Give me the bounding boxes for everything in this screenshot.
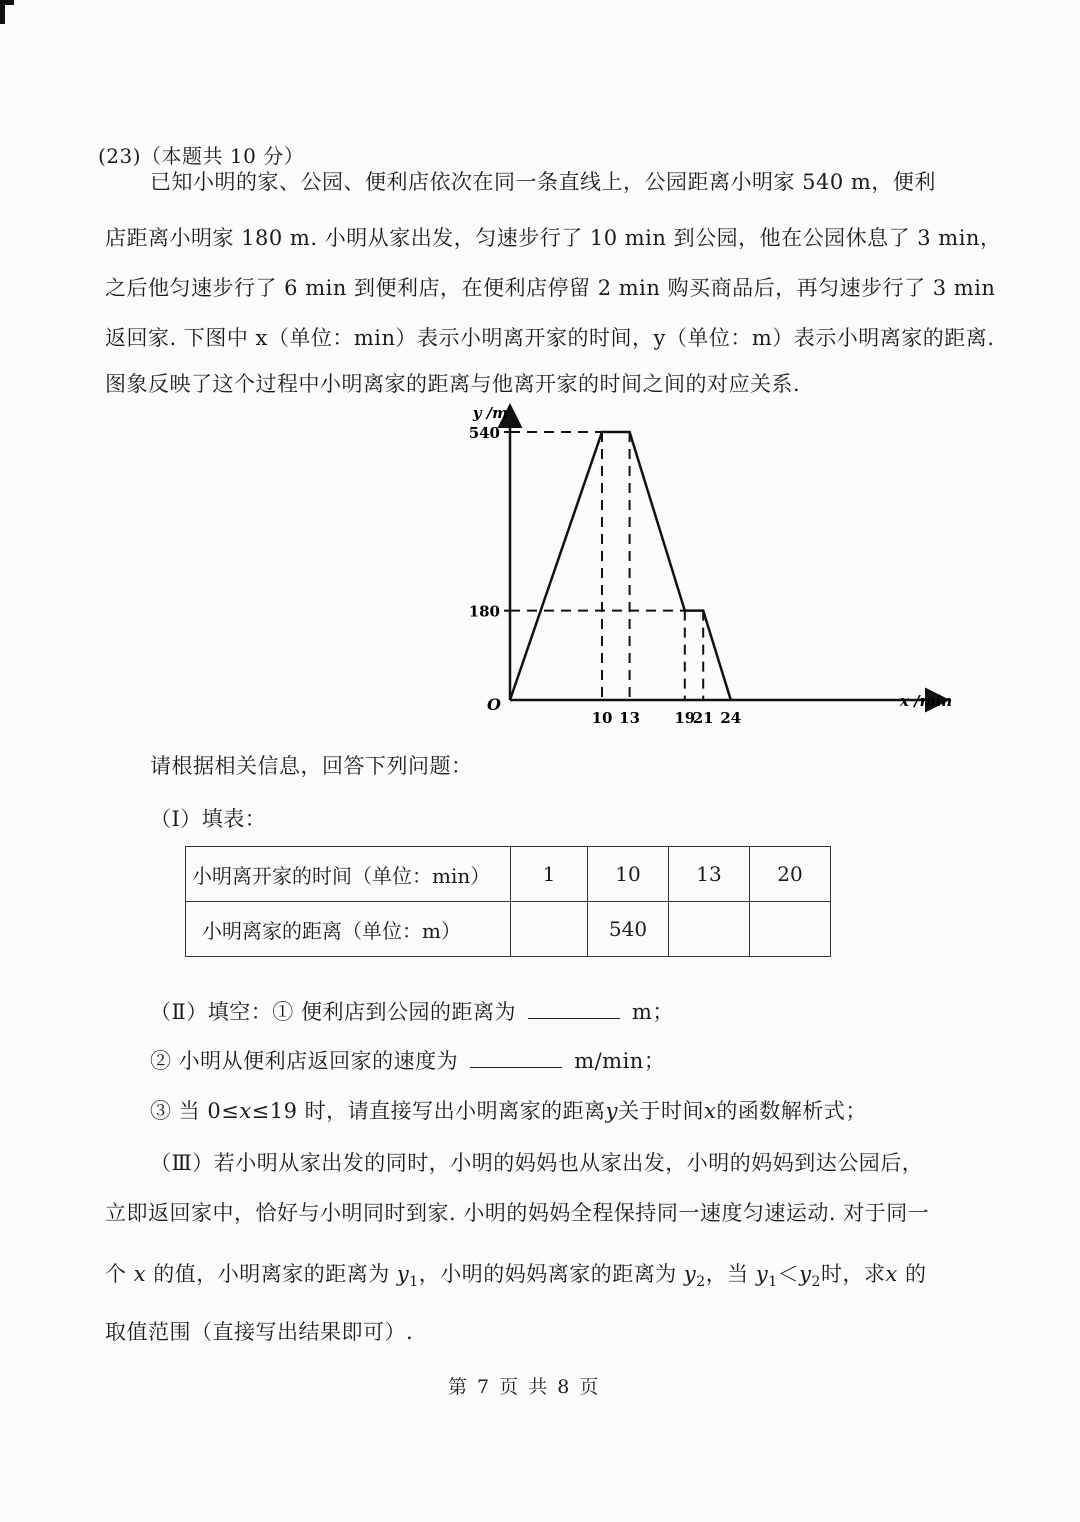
- var-y1: y: [755, 1262, 769, 1286]
- unit-speed: m/min；: [574, 1049, 666, 1073]
- row-header-time: 小明离开家的时间（单位：min）: [186, 847, 511, 902]
- instruction-text: 请根据相关信息，回答下列问题：: [150, 754, 473, 778]
- var-x: x: [704, 1099, 717, 1123]
- intro-line-3: 之后他匀速步行了 6 min 到便利店，在便利店停留 2 min 购买商品后，再匀速步行了 3 min: [105, 276, 996, 300]
- var-x: x: [239, 1099, 252, 1123]
- y-tick-label: 180: [468, 602, 500, 621]
- part-2-q1: [150, 996, 674, 1026]
- intro-line-4: 返回家. 下图中 x（单位：min）表示小明离开家的时间，y（单位：m）表示小明离家的距离.: [105, 326, 995, 350]
- intro-line-2: 店距离小明家 180 m. 小明从家出发，匀速步行了 10 min 到公园，他在公园休息了 3 min，: [105, 226, 1002, 250]
- unit-m: m；: [631, 1000, 674, 1024]
- subscript: 2: [696, 1274, 706, 1291]
- x-tick-label: 13: [619, 709, 641, 727]
- q3-text: ≤19 时，请直接写出小明离家的距离: [251, 1099, 606, 1123]
- table-cell: 13: [669, 847, 750, 902]
- fill-in-table: [185, 846, 831, 957]
- q3-text: 的函数解析式；: [716, 1099, 867, 1123]
- subscript: 2: [811, 1274, 821, 1291]
- text: ，当: [705, 1262, 749, 1286]
- var-y: y: [605, 1099, 619, 1123]
- question-header: (23)（本题共 10 分）: [98, 144, 305, 168]
- q3-text: 关于时间: [618, 1099, 705, 1123]
- part-3-line-4: 取值范围（直接写出结果即可）.: [105, 1320, 414, 1344]
- row-header-distance: 小明离家的距离（单位：m）: [186, 902, 511, 957]
- answer-blank-2[interactable]: [470, 1049, 562, 1068]
- table-cell: 540: [588, 902, 669, 957]
- var-x: x: [885, 1262, 898, 1286]
- answer-blank-1[interactable]: [528, 1000, 620, 1019]
- text: ，小明的妈妈离家的距离为: [418, 1262, 677, 1286]
- table-row: [186, 847, 831, 902]
- part-3-line-3: [105, 1258, 927, 1290]
- y-axis-label: y /m: [472, 404, 508, 422]
- distance-time-graph: [440, 398, 970, 728]
- text: 时，求: [820, 1262, 886, 1286]
- table-cell: 10: [588, 847, 669, 902]
- var-y2: y: [683, 1262, 697, 1286]
- text: 个: [105, 1262, 127, 1286]
- origin-label: O: [487, 695, 501, 714]
- part-1-label: （Ⅰ）填表：: [150, 807, 267, 831]
- page-footer: 第 7 页 共 8 页: [448, 1376, 601, 1398]
- x-tick-label: 10: [591, 709, 613, 727]
- answer-cell[interactable]: [750, 902, 831, 957]
- x-tick-label: 19: [674, 709, 696, 727]
- scan-corner-mark: [0, 0, 14, 24]
- x-axis-label: x /min: [900, 692, 953, 710]
- text: 的: [905, 1262, 927, 1286]
- intro-line-1: 已知小明的家、公园、便利店依次在同一条直线上，公园距离小明家 540 m，便利: [150, 170, 936, 194]
- var-y1: y: [396, 1262, 410, 1286]
- intro-line-5: 图象反映了这个过程中小明离家的距离与他离开家的时间之间的对应关系.: [105, 372, 801, 396]
- text: 的值，小明离家的距离为: [153, 1262, 390, 1286]
- part-3-line-1: （Ⅲ）若小明从家出发的同时，小明的妈妈也从家出发，小明的妈妈到达公园后，: [150, 1151, 924, 1175]
- part-2-q2: [150, 1045, 665, 1075]
- x-tick-label: 24: [720, 709, 742, 727]
- part-3-line-2: 立即返回家中，恰好与小明同时到家. 小明的妈妈全程保持同一速度匀速运动. 对于同一: [105, 1201, 930, 1225]
- var-y2: y: [799, 1262, 812, 1286]
- answer-cell[interactable]: [669, 902, 750, 957]
- q2-text: ② 小明从便利店返回家的速度为: [150, 1049, 459, 1073]
- table-cell: 20: [750, 847, 831, 902]
- part-2-q3: [150, 1095, 867, 1125]
- table-cell: 1: [511, 847, 588, 902]
- less-than: ＜: [777, 1262, 800, 1286]
- y-tick-label: 540: [468, 424, 500, 442]
- answer-cell[interactable]: [511, 902, 588, 957]
- x-tick-label: 21: [692, 709, 714, 727]
- var-x: x: [133, 1262, 147, 1286]
- subscript: 1: [768, 1274, 778, 1291]
- subscript: 1: [409, 1274, 419, 1291]
- table-row: [186, 902, 831, 957]
- part-2-label: （Ⅱ）填空：① 便利店到公园的距离为: [150, 1000, 516, 1024]
- series-line-distance: [510, 432, 731, 700]
- q3-text: ③ 当 0≤: [150, 1099, 240, 1123]
